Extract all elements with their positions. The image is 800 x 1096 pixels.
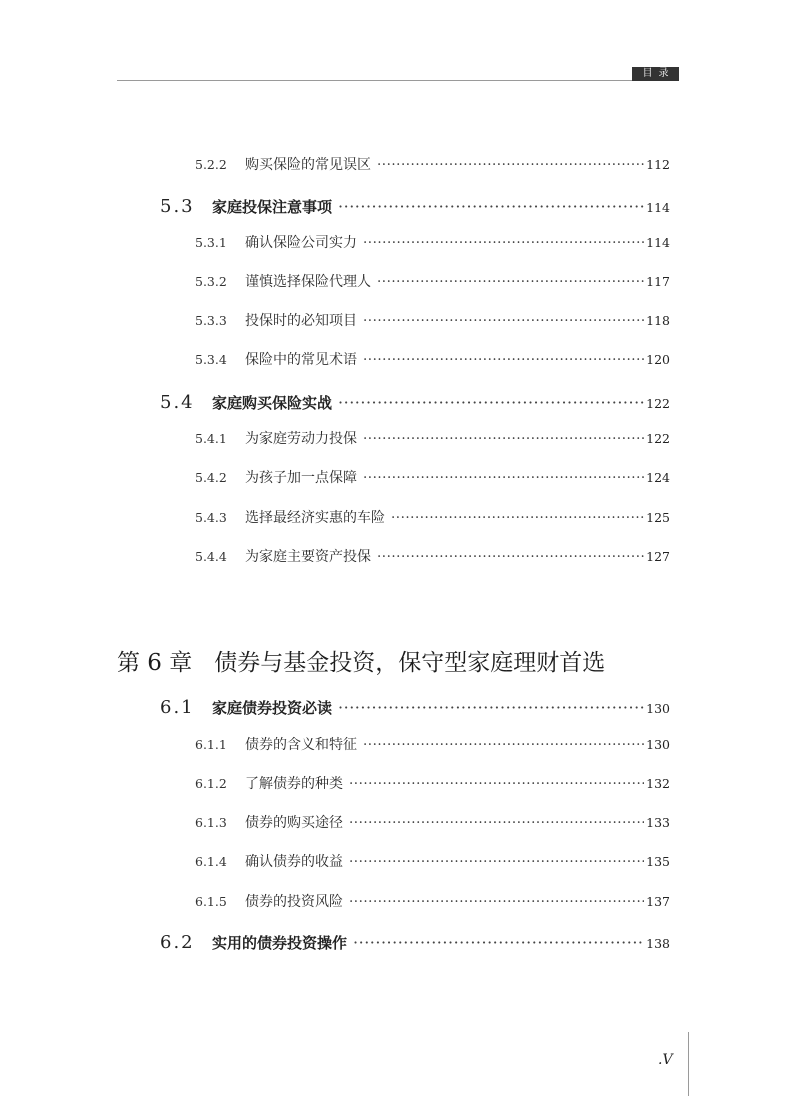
toc-entry-title: 确认债券的收益 [245,854,343,870]
toc-entry[interactable] [195,851,670,871]
toc-entry-page: 133 [646,815,670,830]
toc-entry-page: 117 [646,274,670,289]
dot-leader [338,197,644,216]
toc-entry-page: 118 [646,313,670,328]
toc-entry-page: 135 [646,854,670,869]
toc-entry-number: 5.4.4 [195,549,227,564]
dot-leader [363,313,644,329]
dot-leader [349,776,644,792]
toc-entry[interactable] [195,310,670,330]
toc-entry[interactable] [195,467,670,487]
toc-entry-title: 保险中的常见术语 [245,352,357,368]
dot-leader [349,815,644,831]
toc-entry-page: 130 [646,701,670,716]
dot-leader [377,274,644,290]
toc-entry-number: 6.2 [160,932,195,953]
footer-rule [688,1032,689,1096]
toc-entry-title: 家庭投保注意事项 [212,198,333,216]
dot-leader [338,393,644,412]
toc-entry-page: 124 [646,470,670,485]
toc-entry[interactable] [195,154,670,174]
toc-entry-title: 谨慎选择保险代理人 [245,274,371,290]
dot-leader [363,235,644,251]
toc-entry[interactable] [195,428,670,448]
toc-entry-number: 5.4.2 [195,470,227,485]
toc-entry-page: 130 [646,737,670,752]
toc-entry-page: 114 [646,235,670,250]
toc-entry[interactable] [195,507,670,527]
toc-entry-page: 125 [646,510,670,525]
toc-entry-number: 6.1.2 [195,776,227,791]
toc-entry-title: 了解债券的种类 [245,776,343,792]
toc-entry-title: 家庭购买保险实战 [212,394,333,412]
toc-entry-number: 5.3.1 [195,235,227,250]
toc-entry-page: 112 [646,157,670,172]
toc-entry-page: 132 [646,776,670,791]
chapter-number: 第 6 章 [117,650,193,676]
dot-leader [363,352,644,368]
toc-entry-page: 137 [646,894,670,909]
toc-entry[interactable] [195,773,670,793]
toc-entry[interactable] [195,812,670,832]
toc-entry-title: 选择最经济实惠的车险 [245,510,385,526]
toc-entry-number: 5.3.2 [195,274,227,289]
dot-leader [377,157,644,173]
toc-entry-title: 债券的投资风险 [245,894,343,910]
dot-leader [338,698,644,717]
toc-entry-title: 实用的债券投资操作 [212,934,348,952]
toc-entry-title: 债券的含义和特征 [245,737,357,753]
toc-entry-number: 6.1.5 [195,894,227,909]
toc-entry-number: 5.3.3 [195,313,227,328]
toc-entry[interactable] [195,891,670,911]
dot-leader [363,431,644,447]
toc-entry-number: 5.4 [160,392,195,413]
toc-entry-number: 5.4.3 [195,510,227,525]
toc-entry-number: 5.4.1 [195,431,227,446]
toc-entry-title: 购买保险的常见误区 [245,157,371,173]
toc-entry[interactable] [160,392,670,413]
toc-entry[interactable] [195,271,670,291]
header-rule [117,80,679,81]
toc-entry-title: 家庭债券投资必读 [212,699,333,717]
dot-leader [353,933,644,952]
toc-entry-number: 5.3.4 [195,352,227,367]
dot-leader [349,894,644,910]
toc-entry-page: 122 [646,431,670,446]
toc-entry-title: 为家庭主要资产投保 [245,549,371,565]
toc-entry-number: 6.1.1 [195,737,227,752]
toc-entry-page: 114 [646,200,670,215]
dot-leader [363,470,644,486]
toc-entry-title: 确认保险公司实力 [245,235,357,251]
toc-entry-title: 投保时的必知项目 [245,313,357,329]
toc-entry-page: 122 [646,396,670,411]
toc-entry-page: 138 [646,936,670,951]
toc-entry[interactable] [195,232,670,252]
toc-entry-number: 6.1.4 [195,854,227,869]
toc-entry[interactable] [160,196,670,217]
toc-entry[interactable] [195,349,670,369]
dot-leader [391,510,644,526]
toc-entry[interactable] [195,734,670,754]
dot-leader [377,549,644,565]
chapter-heading[interactable] [117,644,605,677]
toc-entry-page: 127 [646,549,670,564]
toc-entry-number: 5.2.2 [195,157,227,172]
toc-entry[interactable] [160,932,670,953]
header-section-tab: 目录 [632,67,679,81]
toc-entry-number: 6.1.3 [195,815,227,830]
toc-entry-number: 5.3 [160,196,195,217]
toc-entry-page: 120 [646,352,670,367]
dot-leader [349,854,644,870]
dot-leader [363,737,644,753]
toc-entry-title: 为孩子加一点保障 [245,470,357,486]
chapter-title: 债券与基金投资，保守型家庭理财首选 [214,650,606,676]
toc-entry[interactable] [195,546,670,566]
page-number: .V [658,1052,673,1068]
toc-entry-title: 为家庭劳动力投保 [245,431,357,447]
toc-entry-title: 债券的购买途径 [245,815,343,831]
toc-entry-number: 6.1 [160,697,195,718]
toc-entry[interactable] [160,697,670,718]
